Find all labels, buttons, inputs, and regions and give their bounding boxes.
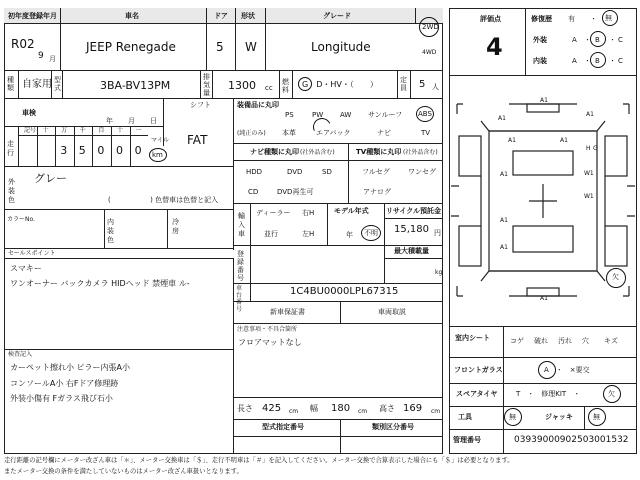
diagram-mark-a1-6: A1 <box>500 171 508 178</box>
seat-scratch: キズ <box>604 337 618 345</box>
front-glass-options: A ・ ×要交 <box>544 366 590 374</box>
interior-color-label: 内装色 <box>107 218 114 244</box>
exterior-label: 外装 <box>533 36 547 44</box>
diagram-mark-a1-9: A1 <box>540 295 548 302</box>
nav-sub: (社外品含む) <box>300 149 335 156</box>
equip-abs: ABS <box>418 110 432 118</box>
length-value: 425 <box>262 403 282 414</box>
capacity-label: 定員 <box>400 76 407 92</box>
diagram-mark-w1-2: W1 <box>584 193 594 200</box>
width-unit: cm <box>358 408 368 415</box>
model-label: 型式 <box>54 76 61 92</box>
usage-value: 自家用 <box>22 79 52 90</box>
model-year-unknown: 不明 <box>364 229 378 237</box>
nav-hdd: HDD <box>246 168 263 176</box>
repair-none: 無 <box>605 14 612 22</box>
fuel-label: 燃料 <box>282 78 289 94</box>
max-load-unit: kg <box>435 269 443 276</box>
door-label: ドア <box>214 12 228 20</box>
diagram-mark-a1-8: A1 <box>500 244 508 251</box>
displacement-value: 1300 <box>228 79 256 92</box>
diagram-mark-g: G <box>593 145 598 152</box>
capacity-unit: 人 <box>432 83 439 91</box>
mileage-digit-header: 記号 <box>24 127 37 134</box>
jack-label: ジャッキ <box>545 413 573 421</box>
mileage-digit-header: 百 <box>98 127 105 134</box>
mileage-digit-header: 十 <box>42 127 49 134</box>
notes-line1: フロアマットなし <box>238 338 302 347</box>
grade-label: グレード <box>323 12 351 20</box>
diagram-mark-h: H <box>586 145 591 152</box>
tv-analog: アナログ <box>363 188 391 196</box>
equip-sunroof: サンルーフ <box>368 111 403 119</box>
vehicle-manual: 車両取説 <box>378 308 406 316</box>
mileage-digit-header: 千 <box>79 127 86 134</box>
width-label: 幅 <box>310 404 318 413</box>
car-name: JEEP Renegade <box>86 40 176 54</box>
class-label: 類別区分番号 <box>372 423 414 431</box>
mileage-digit: 0 <box>97 144 105 157</box>
mileage-label: 走行 <box>7 140 14 157</box>
tv-title: TV種類に丸印 <box>356 148 402 156</box>
mgmt-value: 03939000902503001532 <box>514 435 629 445</box>
door-count: 5 <box>216 40 224 54</box>
tv-oneseg: ワンセグ <box>408 168 436 176</box>
month-unit: 月 <box>49 55 56 63</box>
diagram-mark-a1-5: A1 <box>560 137 568 144</box>
mileage-digit: 0 <box>116 144 123 157</box>
first-reg-month: 9 <box>38 51 44 61</box>
shift-value: FAT <box>187 133 208 147</box>
height-value: 169 <box>403 403 423 414</box>
color-no-label: カラーNo. <box>7 216 35 223</box>
spare-label: スペアタイヤ <box>456 390 498 398</box>
equip-pw: PW <box>312 111 324 119</box>
color-note: ( ) 色替車は色替と記入 <box>108 196 219 204</box>
diagram-mark-a1-3: A1 <box>586 111 594 118</box>
inspection-year: 年 <box>106 117 113 125</box>
inspection-month: 月 <box>128 117 135 125</box>
inspector-line2: コンソールA小 右Fドア修理跡 <box>10 379 119 388</box>
shape-label: 形状 <box>241 12 255 20</box>
equip-ps: PS <box>285 111 294 119</box>
capacity-value: 5 <box>419 79 426 90</box>
import-label: 輸入車 <box>238 212 245 238</box>
width-value: 180 <box>331 403 351 414</box>
jack-none: 無 <box>593 413 600 421</box>
exterior-dot2: ・ <box>609 36 616 44</box>
nav-cd: CD <box>248 188 259 196</box>
aircon-label: 冷房 <box>172 218 179 235</box>
inspection-label: 車検 <box>22 109 36 117</box>
height-unit: cm <box>431 408 441 415</box>
drive-4wd: 4WD <box>422 49 437 56</box>
inspector-line1: カーペット擦れ小 ピラー内張A小 <box>10 363 131 372</box>
inspector-label: 検査記入 <box>8 351 33 358</box>
equip-leather: 本革 <box>282 129 296 137</box>
body-shape: W <box>245 40 257 54</box>
mileage-digit: 3 <box>60 144 68 157</box>
exterior-a: A <box>572 36 577 44</box>
model-value: 3BA-BV13PM <box>100 79 171 92</box>
equip-aw: AW <box>340 111 352 119</box>
diagram-mark-a1-2: A1 <box>498 115 506 122</box>
repair-yes: 有 <box>568 15 575 23</box>
tv-fullseg: フルセグ <box>362 168 390 176</box>
inspection-day: 日 <box>150 117 157 125</box>
model-year-unit: 年 <box>346 231 353 239</box>
type-designation-label: 型式指定番号 <box>262 423 304 431</box>
registration-label: 登録番号 <box>237 250 244 282</box>
tv-sub: (社外品含む) <box>403 149 438 156</box>
tools-none: 無 <box>509 413 516 421</box>
seat-burn: コゲ <box>510 337 524 345</box>
score-label: 評価点 <box>480 15 501 23</box>
seat-tear: 破れ <box>534 337 548 345</box>
max-load-label: 最大積載量 <box>394 247 429 255</box>
first-reg-era: R02 <box>11 37 35 51</box>
nav-sd: SD <box>322 168 332 176</box>
mileage-digit-header: 万 <box>61 127 68 134</box>
nav-dvd-play: DVD再生可 <box>277 188 314 196</box>
recycle-yen: 円 <box>434 229 441 237</box>
usage-label: 種類 <box>7 76 14 92</box>
spare-none: 欠 <box>608 390 615 398</box>
import-left: 左H <box>302 230 315 238</box>
car-name-label: 車名 <box>125 12 139 20</box>
tools-label: 工具 <box>458 413 472 421</box>
first-reg-label: 初年度登録年月 <box>8 12 57 20</box>
chassis-label: 車台番号 <box>236 285 243 313</box>
import-right: 右H <box>302 209 315 217</box>
mgmt-label: 管理番号 <box>453 436 481 444</box>
cc-unit: cc <box>265 84 273 92</box>
equip-title: 装備品に丸印 <box>237 101 279 109</box>
interior-dot2: ・ <box>609 57 616 65</box>
footer-line2: またメーター交換の条件を満たしていないものはメーター改ざん車扱いとなります。 <box>4 468 243 475</box>
recycle-value: 15,180 <box>394 224 429 235</box>
displacement-label: 排気量 <box>203 73 210 97</box>
diagram-mark-a1-1: A1 <box>540 97 548 104</box>
notes-label: 注意事項・不具合箇所 <box>237 326 298 333</box>
interior-dot1: ・ <box>584 57 591 65</box>
new-warranty: 新車保証書 <box>270 308 305 316</box>
repair-label: 修復歴 <box>531 15 552 23</box>
seat-hole: 穴 <box>582 337 589 345</box>
nav-dvd: DVD <box>287 168 303 176</box>
exterior-b: B <box>595 36 600 44</box>
inspector-line3: 外装小傷有 Fガラス飛び石小 <box>10 394 113 403</box>
interior-a: A <box>572 57 577 65</box>
interior-label: 内装 <box>533 57 547 65</box>
model-year-label: モデル年式 <box>334 207 369 215</box>
recycle-label: リサイクル預託金 <box>386 207 442 215</box>
fuel-options: G D・HV・（ ） <box>302 80 378 89</box>
diagram-mark-a1-4: A1 <box>508 137 516 144</box>
equip-subtitle: (純正のみ) <box>237 130 266 137</box>
nav-title: ナビ種類に丸印 <box>250 148 299 156</box>
diagram-mark-w1-1: W1 <box>584 170 594 177</box>
repair-dot: ・ <box>590 15 597 23</box>
km-label: km <box>152 151 163 159</box>
mileage-digit: 0 <box>134 144 142 157</box>
car-damage-diagram <box>449 76 637 326</box>
import-dealer: ディーラー <box>256 209 291 217</box>
spare-options: T ・ 修理KIT ・ <box>516 390 581 398</box>
chassis-value: 1C4BU0000LPL67315 <box>290 286 399 297</box>
mileage-digit-header: 十 <box>117 127 124 134</box>
interior-c: C <box>618 57 623 65</box>
exterior-dot1: ・ <box>584 36 591 44</box>
footer-line1: 走行距離の記号欄にメーター改ざん車は「＊」、メーター交換車は「＄」、走行不明車は「＃」を記入してください。メーター交換で合算表示した場合にも「＄」は必要となります。 <box>4 457 514 464</box>
color-label: 外装色 <box>8 178 15 204</box>
seat-label: 室内シート <box>455 334 490 342</box>
drive-2wd: 2WD <box>422 23 439 31</box>
equip-navi: ナビ <box>377 129 391 137</box>
color-value: グレー <box>34 172 67 185</box>
interior-b: B <box>595 57 600 65</box>
shift-label: シフト <box>190 101 211 109</box>
sales-line2: ワンオーナー バックカメラ HIDヘッド 禁煙車 ル- <box>10 279 190 288</box>
equip-airbag: エアバック <box>316 129 351 137</box>
grade-value: Longitude <box>311 40 371 54</box>
score-value: 4 <box>486 33 503 61</box>
length-unit: cm <box>289 408 299 415</box>
diagram-missing-mark: 欠 <box>612 273 619 281</box>
seat-stain: 汚れ <box>558 337 572 345</box>
import-parallel: 並行 <box>264 230 278 238</box>
sales-points-label: セールスポイント <box>8 250 56 257</box>
diagram-mark-a1-7: A1 <box>500 217 508 224</box>
height-label: 高さ <box>379 404 395 413</box>
length-label: 長さ <box>237 404 253 413</box>
exterior-c: C <box>618 36 623 44</box>
mile-label: マイル <box>151 137 169 144</box>
mileage-digit: 5 <box>78 144 86 157</box>
sales-line1: スマキー <box>10 264 42 273</box>
front-glass-label: フロントガラス <box>454 366 503 374</box>
equip-tv: TV <box>421 129 431 137</box>
mileage-digit-header: 一 <box>135 127 142 134</box>
